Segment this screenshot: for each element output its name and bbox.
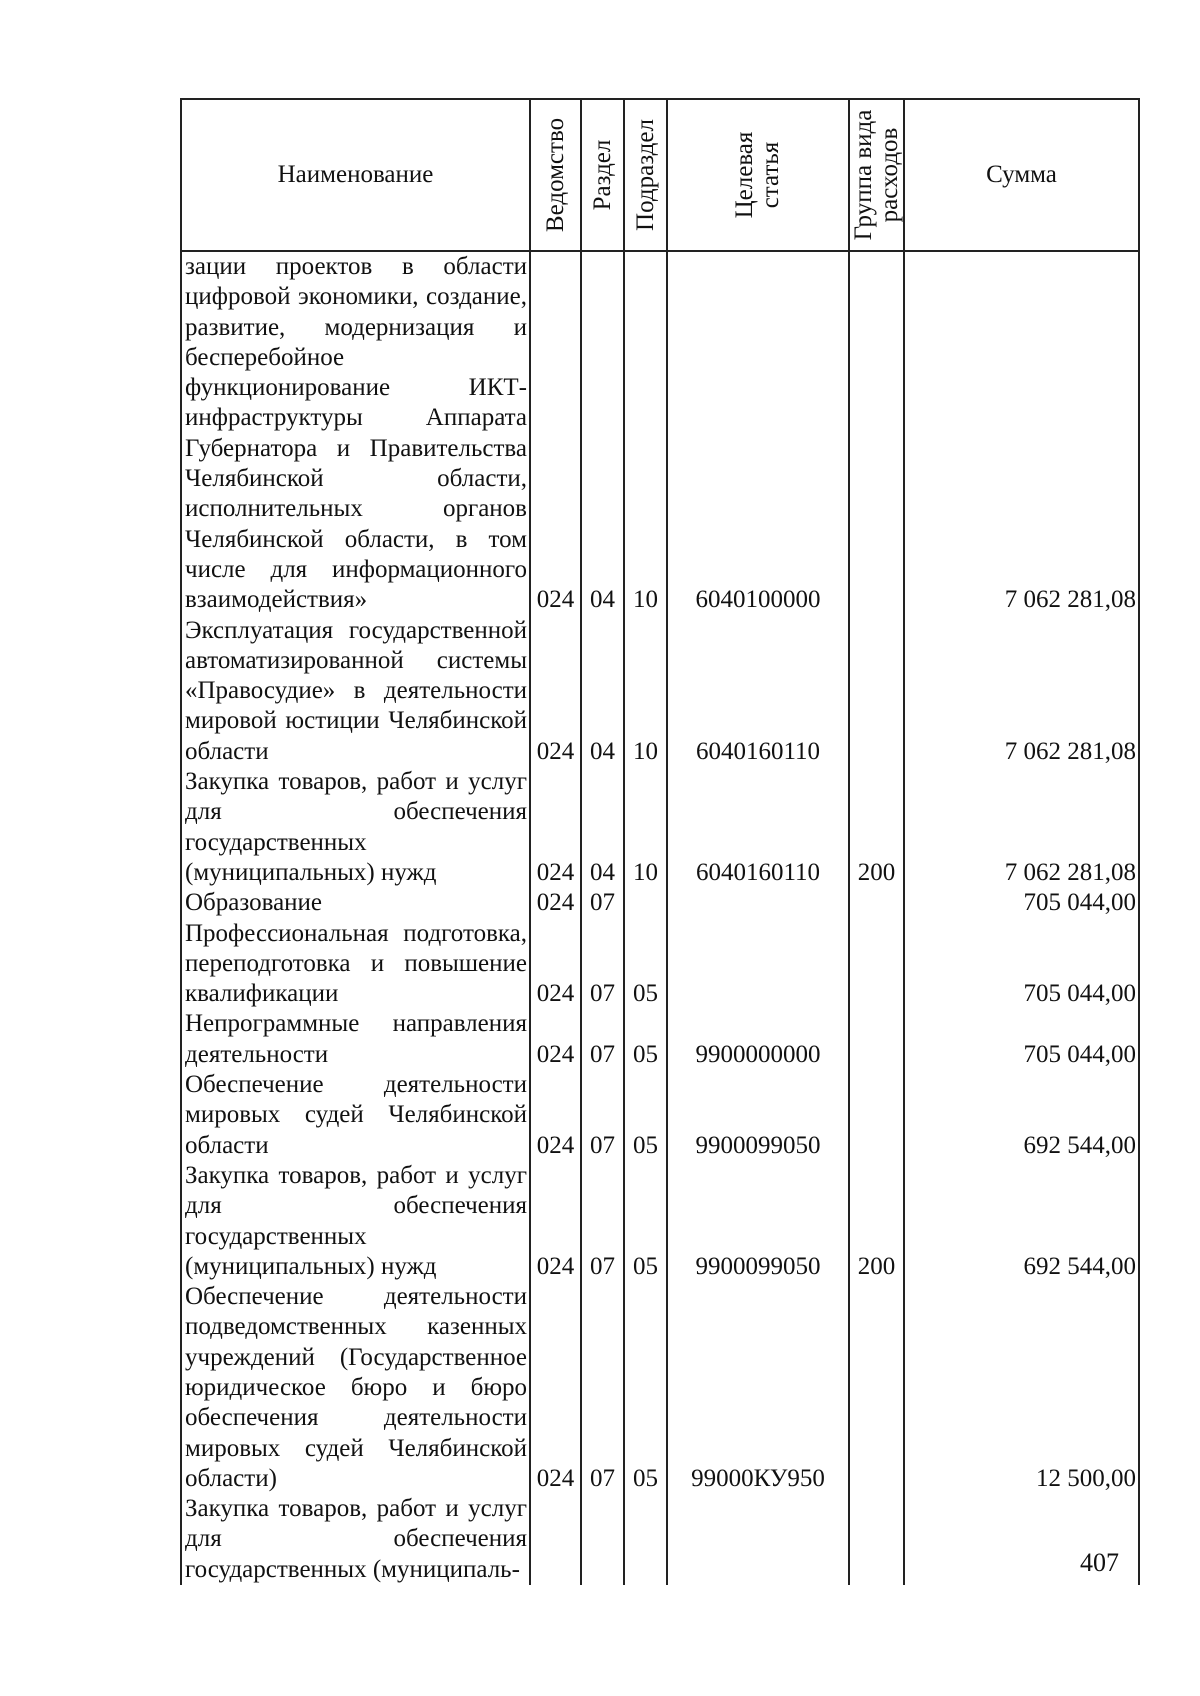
row-amount: 705 044,00 [904, 1009, 1139, 1070]
row-amount: 705 044,00 [904, 888, 1139, 918]
row-expense-group: 200 [849, 767, 904, 888]
row-department: 024 [530, 251, 581, 616]
row-department: 024 [530, 767, 581, 888]
row-name: Закупка товаров, работ и услуг для обеспечения государственных (муниципаль- [181, 1494, 530, 1585]
row-department: 024 [530, 1009, 581, 1070]
row-target-article: 6040160110 [667, 767, 849, 888]
row-amount: 12 500,00 [904, 1282, 1139, 1494]
row-expense-group [849, 1070, 904, 1161]
table-row [181, 1070, 1139, 1161]
row-name: Образование [181, 888, 530, 918]
row-target-article: 9900099050 [667, 1161, 849, 1282]
row-name: Обеспечение деятельности подведомственных казенных учреждений (Государственное юридическое бюро и бюро обеспечения деятельности мировых судей Челябинской области) [181, 1282, 530, 1494]
row-section: 07 [581, 919, 624, 1010]
row-department: 024 [530, 1282, 581, 1494]
row-section: 07 [581, 888, 624, 918]
row-expense-group [849, 251, 904, 616]
row-name: Обеспечение деятельности мировых судей Челябинской области [181, 1070, 530, 1161]
row-name: Непрограммные направления деятельности [181, 1009, 530, 1070]
table-row [181, 1282, 1139, 1494]
table-row [181, 888, 1139, 918]
page-number: 407 [1080, 1548, 1119, 1577]
row-amount: 692 544,00 [904, 1161, 1139, 1282]
row-department: 024 [530, 616, 581, 767]
row-department [530, 1494, 581, 1585]
header-amount: Сумма [904, 99, 1139, 251]
row-section: 07 [581, 1009, 624, 1070]
row-target-article: 6040160110 [667, 616, 849, 767]
row-amount: 692 544,00 [904, 1070, 1139, 1161]
header-section: Раздел [581, 99, 624, 251]
row-subsection: 05 [624, 1070, 667, 1161]
row-expense-group [849, 1494, 904, 1585]
table-row [181, 1161, 1139, 1282]
row-target-article [667, 1494, 849, 1585]
row-section: 04 [581, 251, 624, 616]
row-name: Закупка товаров, работ и услуг для обеспечения государственных (муниципальных) нужд [181, 1161, 530, 1282]
row-expense-group [849, 919, 904, 1010]
row-target-article: 9900099050 [667, 1070, 849, 1161]
row-subsection: 05 [624, 1161, 667, 1282]
row-target-article [667, 919, 849, 1010]
row-department: 024 [530, 1070, 581, 1161]
row-name: Эксплуатация государственной автоматизированной системы «Правосудие» в деятельности мировой юстиции Челябинской области [181, 616, 530, 767]
row-section: 07 [581, 1070, 624, 1161]
row-subsection: 10 [624, 251, 667, 616]
row-amount: 7 062 281,08 [904, 251, 1139, 616]
row-amount: 705 044,00 [904, 919, 1139, 1010]
row-amount: 7 062 281,08 [904, 616, 1139, 767]
table-row [181, 1494, 1139, 1585]
row-section: 04 [581, 767, 624, 888]
row-subsection: 05 [624, 919, 667, 1010]
row-subsection: 05 [624, 1009, 667, 1070]
header-expense-group: Группа вида расходов [849, 99, 904, 251]
row-target-article: 6040100000 [667, 251, 849, 616]
row-subsection: 05 [624, 1282, 667, 1494]
row-subsection: 10 [624, 767, 667, 888]
row-section: 07 [581, 1161, 624, 1282]
row-subsection [624, 888, 667, 918]
header-name: Наименование [181, 99, 530, 251]
header-subsection: Подраздел [624, 99, 667, 251]
row-subsection: 10 [624, 616, 667, 767]
header-row [181, 99, 1139, 251]
row-section [581, 1494, 624, 1585]
row-section: 07 [581, 1282, 624, 1494]
row-target-article: 99000КУ950 [667, 1282, 849, 1494]
row-name: Профессиональная подготовка, переподготовка и повышение квалификации [181, 919, 530, 1010]
header-target-article: Целевая статья [667, 99, 849, 251]
row-expense-group: 200 [849, 1161, 904, 1282]
row-section: 04 [581, 616, 624, 767]
row-amount: 7 062 281,08 [904, 767, 1139, 888]
budget-table [180, 98, 1140, 1585]
row-expense-group [849, 616, 904, 767]
row-department: 024 [530, 919, 581, 1010]
table-row [181, 616, 1139, 767]
row-department: 024 [530, 888, 581, 918]
row-expense-group [849, 1282, 904, 1494]
row-name: зации проектов в области цифровой экономики, создание, развитие, модернизация и бесперебойное функционирование ИКТ-инфраструктуры Аппарата Губернатора и Правительства Челябинской области, исполнительных органов Челябинской области, в том числе для информационного взаимодействия» [181, 251, 530, 616]
row-name: Закупка товаров, работ и услуг для обеспечения государственных (муниципальных) нужд [181, 767, 530, 888]
row-target-article [667, 888, 849, 918]
row-expense-group [849, 1009, 904, 1070]
table-row [181, 767, 1139, 888]
header-department: Ведомство [530, 99, 581, 251]
table-row [181, 1009, 1139, 1070]
row-expense-group [849, 888, 904, 918]
table-row [181, 919, 1139, 1010]
row-subsection [624, 1494, 667, 1585]
table-row [181, 251, 1139, 616]
row-target-article: 9900000000 [667, 1009, 849, 1070]
row-department: 024 [530, 1161, 581, 1282]
